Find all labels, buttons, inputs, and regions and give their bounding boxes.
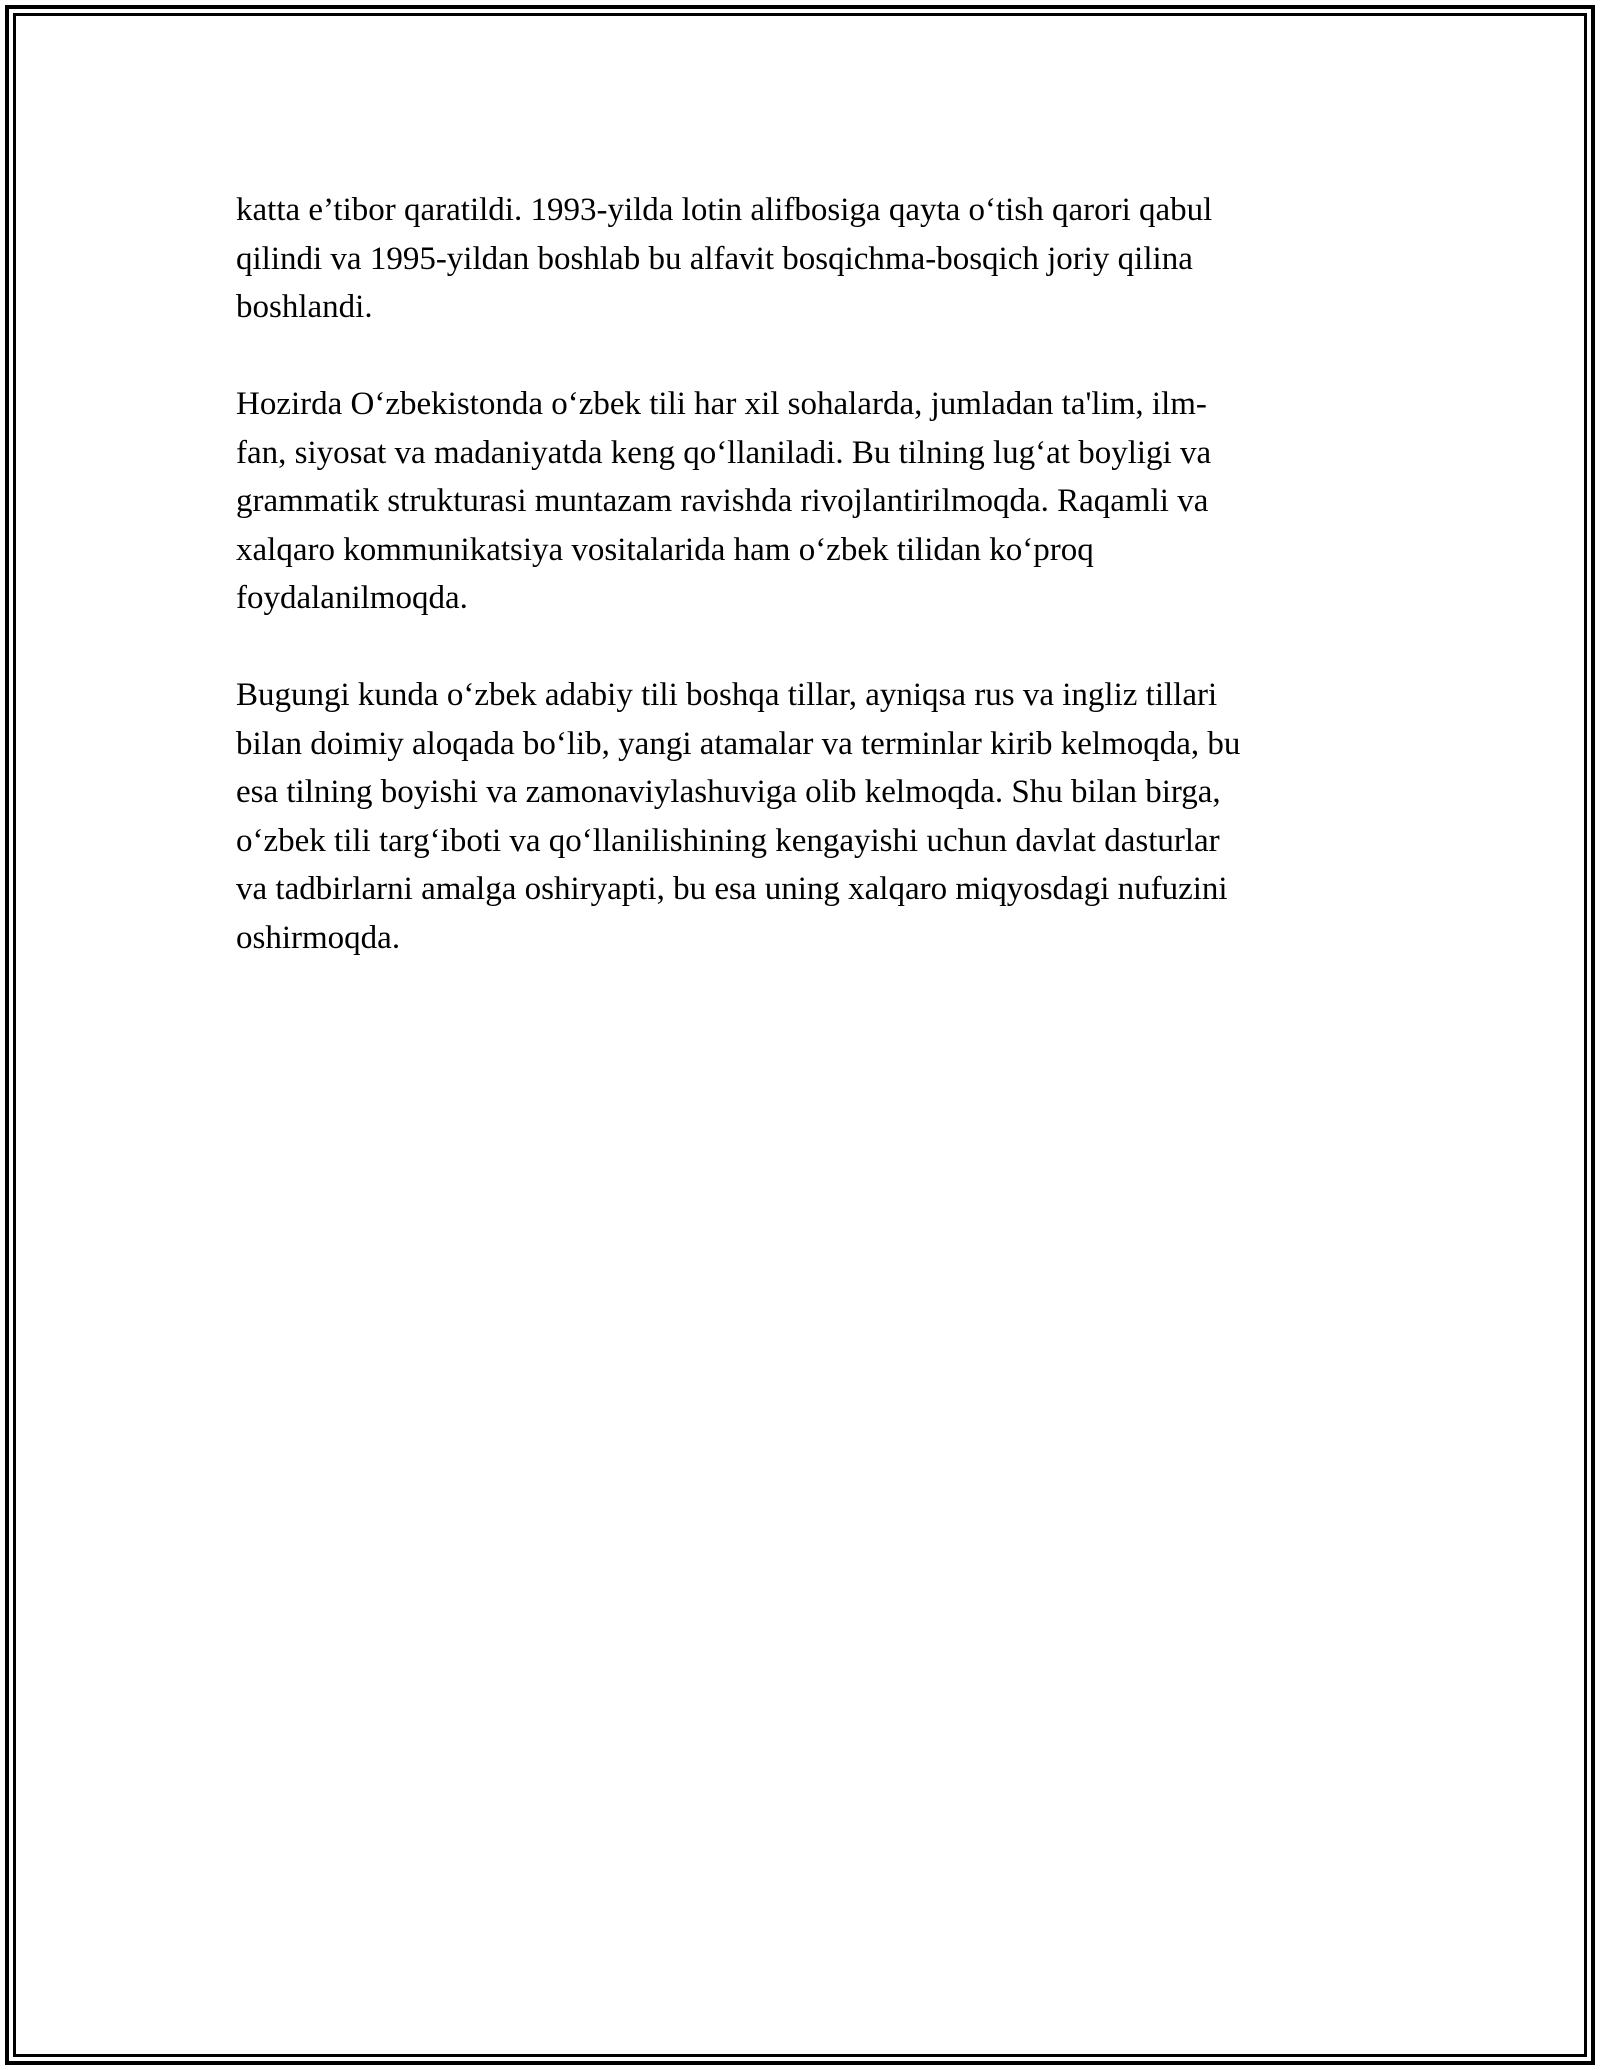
text-line: boshlandi. (236, 289, 373, 325)
text-line: esa tilning boyishi va zamonaviylashuviga olib kelmoqda. Shu bilan birga, (236, 774, 1221, 810)
text-line: grammatik strukturasi muntazam ravishda rivojlantirilmoqda. Raqamli va (236, 483, 1209, 519)
text-line: o‘zbek tili targ‘iboti va qo‘llanilishining kengayishi uchun davlat dasturlar (236, 822, 1220, 859)
text-line: oshirmoqda. (236, 919, 401, 956)
paragraph-3 (236, 671, 1356, 962)
text-line: va tadbirlarni amalga oshiryapti, bu esa uning xalqaro miqyosdagi nufuzini (236, 871, 1228, 907)
paragraph-1 (236, 186, 1356, 332)
text-line: Hozirda O‘zbekistonda o‘zbek tili har xil sohalarda, jumladan ta'lim, ilm- (236, 386, 1207, 422)
text-line: bilan doimiy aloqada bo‘lib, yangi atamalar va terminlar kirib kelmoqda, bu (236, 725, 1241, 762)
paragraph-2 (236, 380, 1356, 623)
text-line: qilindi va 1995-yildan boshlab bu alfavit bosqichma-bosqich joriy qilina (236, 240, 1193, 277)
text-line: foydalanilmoqda. (236, 580, 468, 616)
text-line: katta e’tibor qaratildi. 1993-yilda lotin alifbosiga qayta o‘tish qarori qabul (236, 192, 1213, 228)
text-line: Bugungi kunda o‘zbek adabiy tili boshqa tillar, ayniqsa rus va ingliz tillari (236, 677, 1218, 713)
text-line: fan, siyosat va madaniyatda keng qo‘llaniladi. Bu tilning lug‘at boyligi va (236, 434, 1212, 471)
document-body (236, 186, 1356, 1011)
text-line: xalqaro kommunikatsiya vositalarida ham o‘zbek tilidan ko‘proq (236, 531, 1094, 568)
